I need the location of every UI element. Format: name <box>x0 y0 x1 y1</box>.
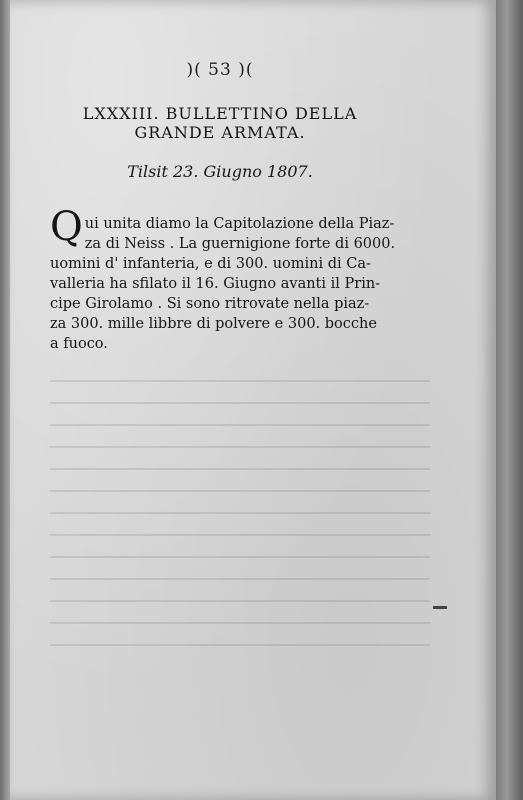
body-paragraph <box>50 204 402 354</box>
body-line-2: za di Neiss . La guernigione forte di 6000. <box>84 236 396 252</box>
page-number: )( 53 )( <box>186 60 254 80</box>
title-line-1: LXXXIII. BULLETTINO DELLA <box>82 104 358 123</box>
page-title <box>50 104 390 142</box>
body-line-3: uomini d' infanteria, e di 300. uomini di Ca- <box>50 256 371 272</box>
ink-mark <box>433 606 447 609</box>
book-edge <box>496 0 523 800</box>
body-line-5: cipe Girolamo . Si sono ritrovate nella piaz- <box>50 296 370 312</box>
drop-cap: Q <box>50 204 83 250</box>
body-line-4: valleria ha sfilato il 16. Giugno avanti il Prin- <box>50 276 381 292</box>
book-gutter <box>0 0 10 800</box>
title-line-2: GRANDE ARMATA. <box>134 123 306 142</box>
dateline: Tilsit 23. Giugno 1807. <box>127 162 313 181</box>
bleed-through-text <box>50 380 430 710</box>
body-line-7: a fuoco. <box>50 336 108 352</box>
body-line-1: ui unita diamo la Capitolazione della Piaz- <box>84 216 395 232</box>
book-page <box>10 0 496 800</box>
body-line-6: za 300. mille libbre di polvere e 300. bocche <box>50 316 377 332</box>
